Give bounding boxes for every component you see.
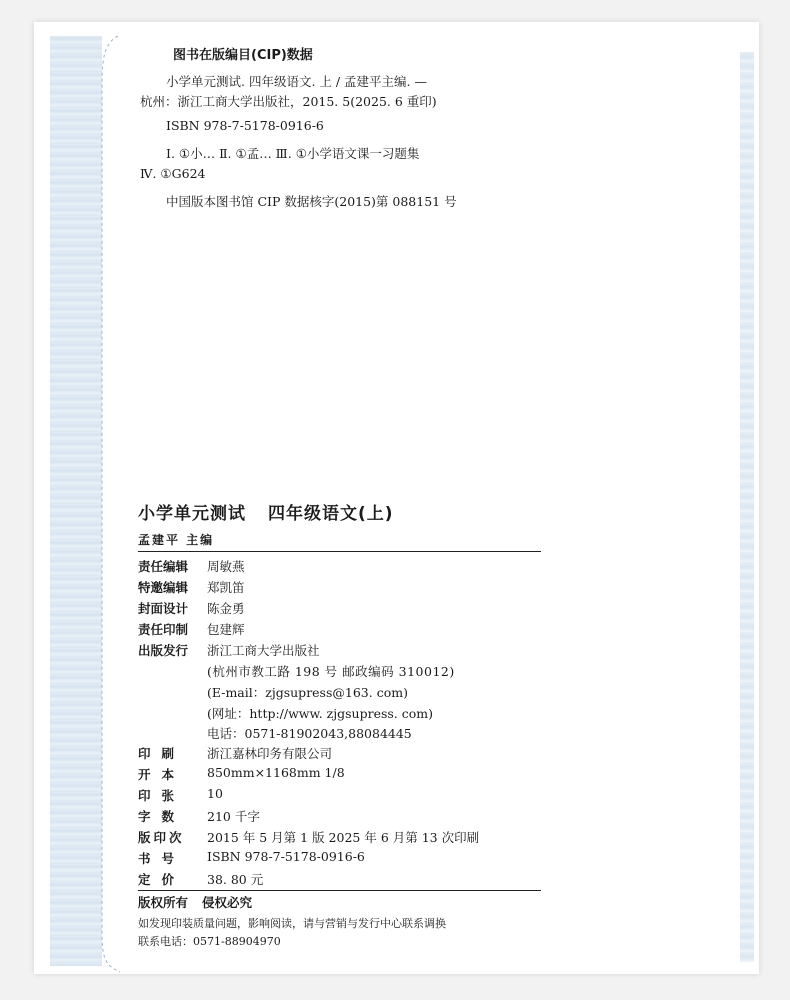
- credit-label-editor: 责任编辑: [138, 559, 189, 574]
- spec-value-word-count: 210 千字: [207, 809, 260, 824]
- credit-value-cover-design: 陈金勇: [207, 601, 245, 616]
- contact-phone: 联系电话：0571-88904970: [138, 935, 281, 948]
- cip-heading: 图书在版编目(CIP)数据: [173, 48, 313, 63]
- spec-value-isbn: ISBN 978-7-5178-0916-6: [207, 849, 365, 864]
- cip-classification-1: Ⅰ. ①小… Ⅱ. ①孟… Ⅲ. ①小学语文课一习题集: [166, 146, 420, 161]
- publisher-website: (网址：http://www. zjgsupress. com): [207, 706, 434, 721]
- dashed-fold-line: [94, 34, 124, 974]
- credit-label-print-manager: 责任印制: [138, 622, 189, 637]
- cip-classification-2: Ⅳ. ①G624: [140, 166, 206, 181]
- credit-value-print-manager: 包建辉: [207, 622, 245, 637]
- spec-label-isbn: 书号: [138, 851, 186, 866]
- spec-value-printer: 浙江嘉林印务有限公司: [207, 746, 333, 761]
- spec-value-sheets: 10: [207, 786, 223, 801]
- spec-value-price: 38. 80 元: [207, 872, 264, 887]
- credit-label-cover-design: 封面设计: [138, 601, 189, 616]
- book-title-sub: 四年级语文(上): [268, 504, 394, 524]
- cip-title-line: 小学单元测试. 四年级语文. 上 / 孟建平主编. —: [166, 74, 427, 89]
- credit-label-publisher: 出版发行: [138, 643, 189, 658]
- rights-reserved: 版权所有: [138, 895, 189, 910]
- spec-label-printer: 印刷: [138, 746, 186, 761]
- right-edge-stripes: [740, 52, 754, 962]
- spec-label-edition: 版印次: [138, 830, 185, 845]
- spec-label-word-count: 字数: [138, 809, 186, 824]
- book-title-main: 小学单元测试: [138, 504, 246, 524]
- spec-label-sheets: 印张: [138, 788, 186, 803]
- publisher-address: (杭州市教工路 198 号 邮政编码 310012): [207, 664, 455, 679]
- quality-notice: 如发现印装质量问题，影响阅读，请与营销与发行中心联系调换: [138, 917, 446, 930]
- spec-value-edition: 2015 年 5 月第 1 版 2025 年 6 月第 13 次印刷: [207, 830, 480, 845]
- credit-value-editor: 周敏燕: [207, 559, 245, 574]
- cip-publisher-line: 杭州：浙江工商大学出版社，2015. 5(2025. 6 重印): [140, 94, 437, 109]
- credit-value-guest-editor: 郑凯笛: [207, 580, 245, 595]
- spec-value-format: 850mm×1168mm 1/8: [207, 765, 345, 780]
- credit-value-publisher: 浙江工商大学出版社: [207, 643, 320, 658]
- cip-record-number: 中国版本图书馆 CIP 数据核字(2015)第 088151 号: [166, 194, 457, 209]
- book-title: [138, 506, 394, 522]
- divider-top: [138, 551, 541, 552]
- book-author: 孟建平 主编: [138, 533, 215, 547]
- rights-infringement: 侵权必究: [202, 895, 253, 910]
- publisher-phone: 电话：0571-81902043,88084445: [207, 726, 412, 741]
- publisher-email: (E-mail：zjgsupress@163. com): [207, 685, 408, 700]
- rights-statement: [138, 895, 252, 911]
- spec-label-format: 开本: [138, 767, 186, 782]
- spec-label-price: 定价: [138, 872, 186, 887]
- cip-isbn: ISBN 978-7-5178-0916-6: [166, 118, 324, 133]
- copyright-page: [34, 22, 759, 974]
- divider-bottom: [138, 890, 541, 891]
- credit-label-guest-editor: 特邀编辑: [138, 580, 189, 595]
